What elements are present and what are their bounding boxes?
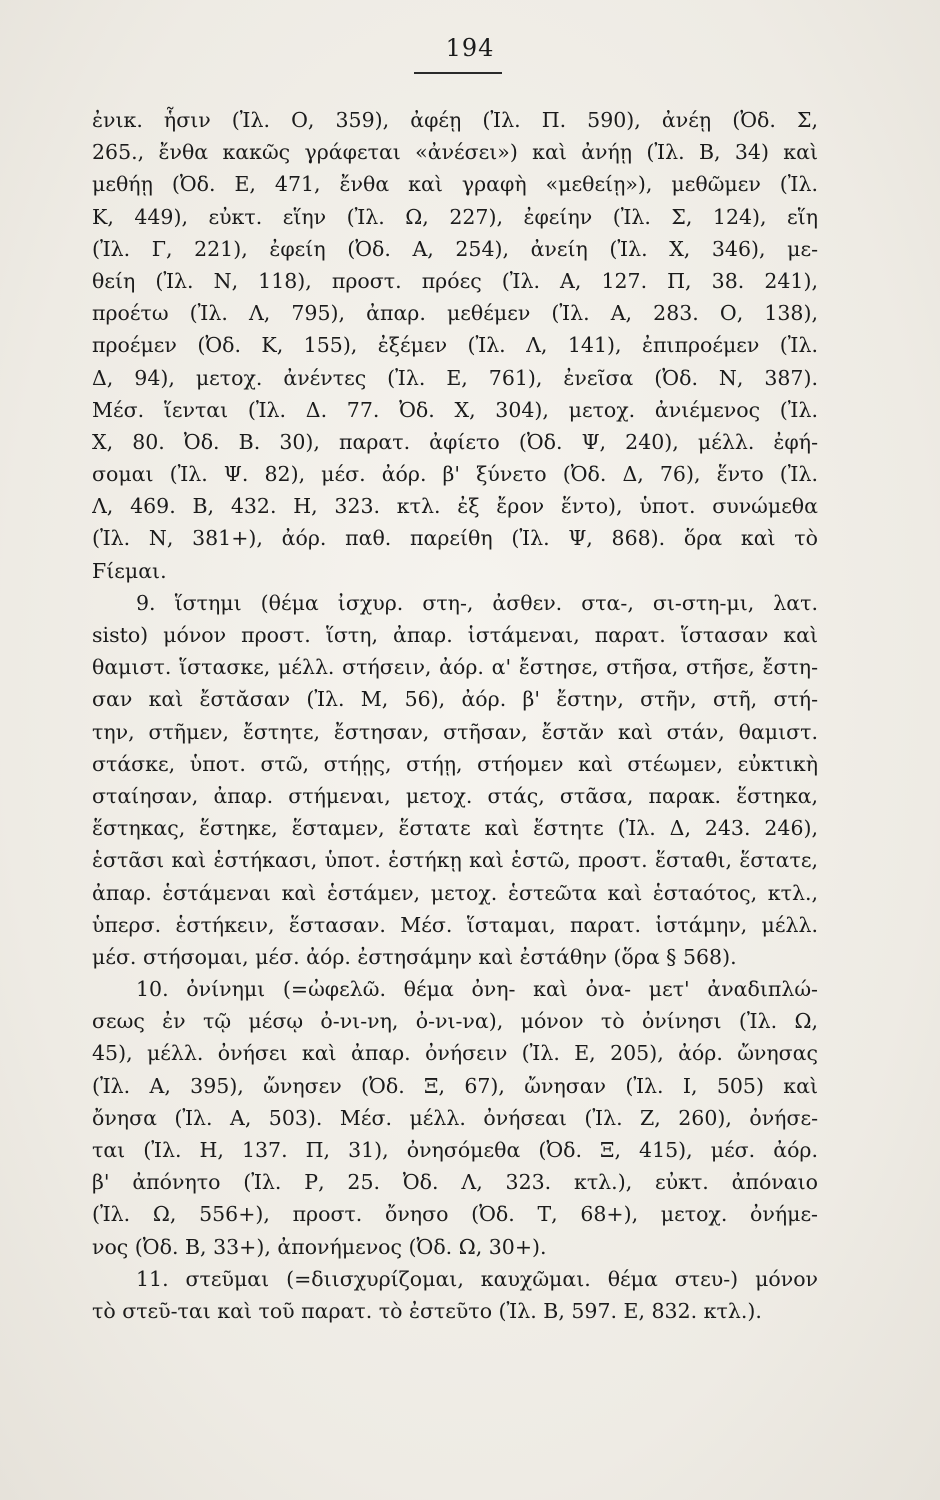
- text-line: (Ἰλ. Ω, 556+), προστ. ὄνησο (Ὀδ. Τ, 68+), μετοχ. ὀνήμε-: [92, 1202, 818, 1227]
- text-line: σεως ἐν τῷ μέσῳ ὀ-νι-νη, ὀ-νι-να), μόνον τὸ ὀνίνησι (Ἰλ. Ω,: [92, 1009, 818, 1034]
- text-line: σομαι (Ἰλ. Ψ. 82), μέσ. ἀόρ. β' ξύνετο (Ὀδ. Δ, 76), ἕντο (Ἰλ.: [92, 462, 818, 487]
- text-line: (Ἰλ. Ν, 381+), ἀόρ. παθ. παρείθη (Ἰλ. Ψ, 868). ὅρα καὶ τὸ: [92, 526, 818, 551]
- text-line: ἕστηκας, ἕστηκε, ἕσταμεν, ἕστατε καὶ ἕστητε (Ἰλ. Δ, 243. 246),: [92, 816, 818, 841]
- text-line: sisto) μόνον προστ. ἵστη, ἀπαρ. ἱστάμεναι, παρατ. ἵστασαν καὶ: [92, 623, 818, 647]
- text-line: θαμιστ. ἵστασκε, μέλλ. στήσειν, ἀόρ. α' ἔστησε, στῆσα, στῆσε, ἔστη-: [92, 655, 818, 680]
- text-line: την, στῆμεν, ἔστητε, ἔστησαν, στῆσαν, ἔστᾰν καὶ στάν, θαμιστ.: [92, 719, 818, 744]
- text-line: Λ, 469. Β, 432. Η, 323. κτλ. ἐξ ἔρον ἕντο), ὑποτ. συνώμεθα: [92, 494, 818, 519]
- text-line: μεθήῃ (Ὀδ. Ε, 471, ἔνθα καὶ γραφὴ «μεθείῃ»), μεθῶμεν (Ἰλ.: [92, 172, 818, 197]
- text-line: ὄνησα (Ἰλ. Α, 503). Μέσ. μέλλ. ὀνήσεαι (Ἰλ. Ζ, 260), ὀνήσε-: [92, 1105, 818, 1130]
- text-line: (Ἰλ. Α, 395), ὤνησεν (Ὀδ. Ξ, 67), ὤνησαν (Ἰλ. Ι, 505) καὶ: [92, 1073, 818, 1098]
- text-line: 45), μέλλ. ὀνήσει καὶ ἀπαρ. ὀνήσειν (Ἰλ. Ε, 205), ἀόρ. ὤνησας: [92, 1041, 818, 1066]
- text-line: μέσ. στήσομαι, μέσ. ἀόρ. ἐστησάμην καὶ ἐστάθην (ὅρα § 568).: [92, 944, 737, 969]
- page-number: 194: [445, 34, 495, 62]
- text-line: ται (Ἰλ. Η, 137. Π, 31), ὀνησόμεθα (Ὀδ. Ξ, 415), μέσ. ἀόρ.: [92, 1138, 818, 1162]
- text-line: ἀπαρ. ἑστάμεναι καὶ ἑστάμεν, μετοχ. ἑστεῶτα καὶ ἑσταότος, κτλ.,: [92, 880, 818, 905]
- text-line: (Ἰλ. Γ, 221), ἐφείη (Ὀδ. Α, 254), ἀνείη (Ἰλ. Χ, 346), με-: [92, 236, 818, 261]
- paragraph-start: 10. ὀνίνημι (=ὠφελῶ. θέμα ὀνη- καὶ ὀνα- μετ' ἀναδιπλώ-: [136, 977, 818, 1002]
- text-line: προέμεν (Ὀδ. Κ, 155), ἐξέμεν (Ἰλ. Λ, 141), ἐπιπροέμεν (Ἰλ.: [92, 333, 818, 358]
- text-line: προέτω (Ἰλ. Λ, 795), ἀπαρ. μεθέμεν (Ἰλ. Α, 283. Ο, 138),: [92, 301, 818, 326]
- text-line: ἐνικ. ἧσιν (Ἰλ. Ο, 359), ἀφέῃ (Ἰλ. Π. 590), ἀνέῃ (Ὀδ. Σ,: [92, 108, 818, 132]
- text-line: θείη (Ἰλ. Ν, 118), προστ. πρόες (Ἰλ. Α, 127. Π, 38. 241),: [92, 268, 818, 293]
- text-line: Δ, 94), μετοχ. ἀνέντες (Ἰλ. Ε, 761), ἐνεῖσα (Ὀδ. Ν, 387).: [92, 365, 818, 390]
- paragraph-start: 11. στεῦμαι (=διισχυρίζομαι, καυχῶμαι. θέμα στευ-) μόνον: [136, 1266, 818, 1291]
- text-line: 265., ἔνθα κακῶς γράφεται «ἀνέσει») καὶ ἀνήῃ (Ἰλ. Β, 34) καὶ: [92, 140, 818, 165]
- text-line: σταίησαν, ἀπαρ. στήμεναι, μετοχ. στάς, στᾶσα, παρακ. ἕστηκα,: [92, 783, 818, 808]
- text-line: σαν καὶ ἔστᾰσαν (Ἰλ. Μ, 56), ἀόρ. β' ἔστην, στῆν, στῆ, στή-: [92, 687, 818, 712]
- text-line: ἑστᾶσι καὶ ἑστήκασι, ὑποτ. ἑστήκῃ καὶ ἑστῶ, προστ. ἕσταθι, ἕστατε,: [92, 848, 818, 873]
- text-line: Μέσ. ἵενται (Ἰλ. Δ. 77. Ὀδ. Χ, 304), μετοχ. ἀνιέμενος (Ἰλ.: [92, 397, 818, 422]
- text-line: νος (Ὀδ. Β, 33+), ἀπονήμενος (Ὀδ. Ω, 30+).: [92, 1234, 547, 1259]
- body-text: [92, 104, 818, 1327]
- text-line: Χ, 80. Ὀδ. Β. 30), παρατ. ἀφίετο (Ὀδ. Ψ, 240), μέλλ. ἐφή-: [92, 429, 818, 454]
- text-line: στάσκε, ὑποτ. στῶ, στήῃς, στήῃ, στήομεν καὶ στέωμεν, εὐκτικὴ: [92, 751, 818, 776]
- text-line: β' ἀπόνητο (Ἰλ. Ρ, 25. Ὀδ. Λ, 323. κτλ.), εὐκτ. ἀπόναιο: [92, 1170, 818, 1195]
- text-line: ὑπερσ. ἑστήκειν, ἕστασαν. Μέσ. ἵσταμαι, παρατ. ἱστάμην, μέλλ.: [92, 912, 818, 937]
- text-line: Κ, 449), εὐκτ. εἵην (Ἰλ. Ω, 227), ἐφείην (Ἰλ. Σ, 124), εἵη: [92, 204, 818, 229]
- paragraph-start: 9. ἵστημι (θέμα ἰσχυρ. στη-, ἀσθεν. στα-, σι-στη-μι, λατ.: [136, 590, 818, 615]
- header-rule: [414, 72, 502, 74]
- text-line: τὸ στεῦ-ται καὶ τοῦ παρατ. τὸ ἐστεῦτο (Ἰλ. Β, 597. Ε, 832. κτλ.).: [92, 1298, 762, 1323]
- text-line: Ϝίεμαι.: [92, 558, 167, 583]
